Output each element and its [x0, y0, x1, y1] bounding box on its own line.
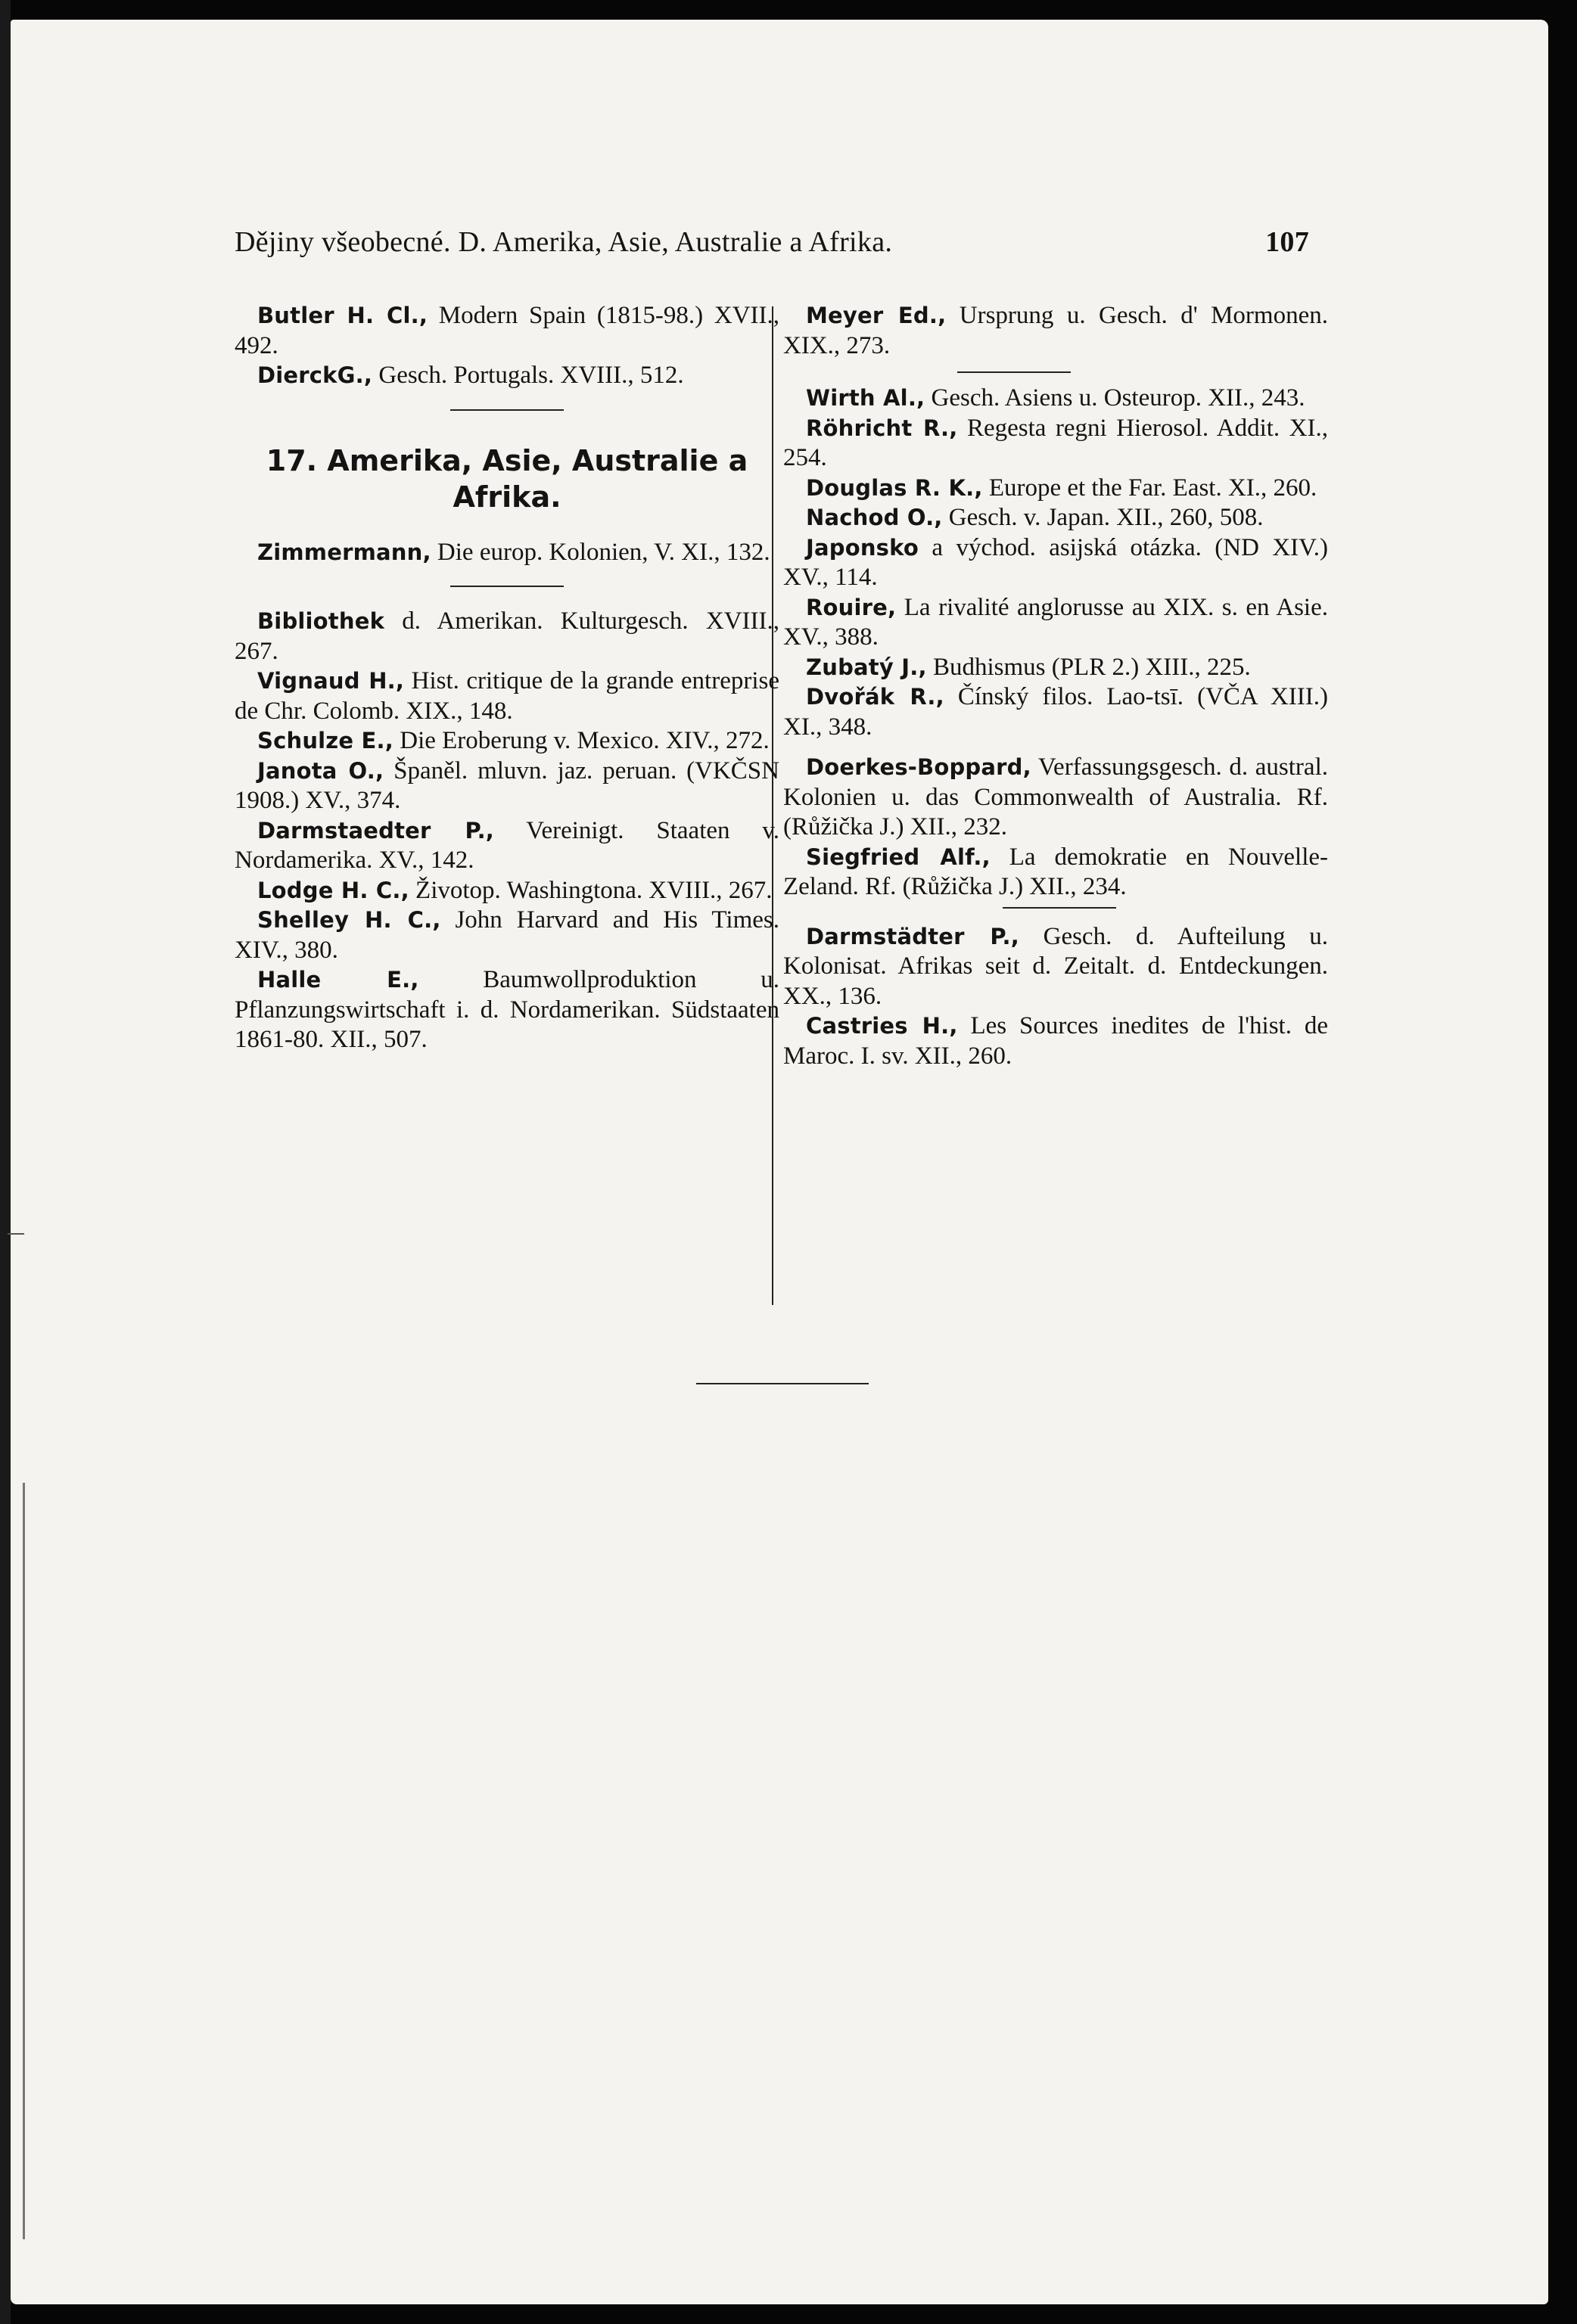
author-name: Rouire,	[806, 594, 897, 620]
page-number: 107	[1265, 226, 1309, 258]
right-column	[783, 301, 1328, 1071]
entry-text: Španěl. mluvn. jaz. peruan. (VKČSN 1908.) XV., 374.	[235, 757, 779, 814]
section-heading: 17. Amerika, Asie, Australie a Afrika.	[266, 443, 748, 514]
author-name: Halle E.,	[257, 967, 419, 993]
author-name: Butler H. Cl.,	[257, 303, 428, 328]
entry-text: Die europ. Kolonien, V. XI., 132.	[431, 538, 770, 566]
entry-text: Europe et the Far. East. XI., 260.	[982, 474, 1317, 502]
bibliography-entry	[235, 876, 779, 906]
right-group-asia	[783, 384, 1328, 742]
author-name: Schulze E.,	[257, 728, 393, 753]
bibliography-entry	[235, 538, 779, 568]
entry-text: Modern Spain (1815-98.) XVII., 492.	[235, 302, 780, 359]
bibliography-entry	[235, 607, 779, 666]
entry-text: John Harvard and His Times. XIV., 380.	[235, 906, 779, 964]
america-entries	[235, 607, 779, 1055]
author-name: Zubatý J.,	[806, 654, 927, 680]
bibliography-entry	[783, 533, 1328, 593]
entry-text: d. Amerikan. Kulturgesch. XVIII., 267.	[235, 607, 779, 665]
author-name: Bibliothek	[257, 608, 385, 634]
section-entries	[235, 538, 779, 568]
entry-text: Ursprung u. Gesch. d' Mormonen. XIX., 273.	[783, 302, 1328, 359]
entry-text: La rivalité anglorusse au XIX. s. en Asie. XV., 388.	[783, 593, 1328, 651]
author-name: Röhricht R.,	[806, 415, 958, 441]
asia-rule	[957, 371, 1071, 373]
bibliography-entry	[235, 757, 779, 816]
entry-text: Budhismus (PLR 2.) XIII., 225.	[926, 653, 1251, 681]
author-name: Shelley H. C.,	[257, 907, 441, 933]
bibliography-entry	[783, 682, 1328, 742]
author-name: Doerkes-Boppard,	[806, 754, 1031, 780]
closing-rule	[696, 1383, 869, 1384]
entry-text: Die Eroberung v. Mexico. XIV., 272.	[393, 727, 770, 754]
right-group-australia	[783, 753, 1328, 903]
entry-text: Baumwollproduktion u. Pflanzungswirtschaft i. d. Nordamerikan. Südstaaten 1861-80. XII., 507.	[235, 966, 779, 1053]
running-header	[235, 225, 1309, 271]
entry-text: Čínský filos. Lao-tsī. (VČA XIII.) XI., 348.	[783, 683, 1328, 741]
entry-text: Les Sources inedites de l'hist. de Maroc. I. sv. XII., 260.	[783, 1012, 1329, 1070]
bibliography-entry	[235, 965, 779, 1055]
left-column	[235, 301, 779, 1055]
entry-text: Životop. Washingtona. XVIII., 267.	[409, 876, 773, 904]
bibliography-entry	[783, 1011, 1328, 1071]
bibliography-entry	[783, 474, 1328, 504]
bibliography-entry	[783, 414, 1328, 474]
author-name: Nachod O.,	[806, 505, 943, 530]
author-name: Japonsko	[806, 534, 919, 561]
entry-text: Gesch. v. Japan. XII., 260, 508.	[942, 504, 1264, 531]
right-group-africa	[783, 922, 1328, 1072]
left-top-entries	[235, 301, 779, 391]
bibliography-entry	[783, 653, 1328, 683]
bibliography-entry	[235, 816, 779, 876]
entry-text: Hist. critique de la grande entreprise de Chr. Colomb. XIX., 148.	[235, 667, 779, 725]
author-name: Castries H.,	[806, 1013, 958, 1039]
bibliography-entry	[235, 361, 779, 391]
bibliography-entry	[783, 301, 1328, 361]
entry-text: Verfassungsgesch. d. austral. Kolonien u. das Commonwealth of Australia. Rf. (Růžička J.) XII., 232.	[783, 753, 1328, 840]
bibliography-entry	[783, 922, 1328, 1012]
author-name: Dvořák R.,	[806, 684, 944, 710]
america-rule	[450, 586, 564, 587]
africa-rule	[1003, 907, 1116, 909]
scan-left-edge	[0, 0, 11, 2324]
author-name: Zimmermann,	[257, 539, 431, 565]
section-rule	[450, 409, 564, 411]
bibliography-entry	[783, 843, 1328, 903]
bibliography-entry	[783, 503, 1328, 533]
margin-line	[23, 1483, 25, 2239]
author-name: Janota O.,	[257, 757, 384, 784]
right-group-mormons	[783, 301, 1328, 361]
bibliography-entry	[235, 906, 779, 965]
author-name: Vignaud H.,	[257, 668, 405, 694]
author-name: Darmstaedter P.,	[257, 817, 495, 844]
bibliography-entry	[783, 384, 1328, 414]
bibliography-entry	[235, 301, 779, 361]
entry-text: Gesch. Asiens u. Osteurop. XII., 243.	[925, 384, 1305, 412]
author-name: Meyer Ed.,	[806, 303, 947, 328]
entry-text: Gesch. d. Aufteilung u. Kolonisat. Afrikas seit d. Zeitalt. d. Entdeckungen. XX., 136.	[783, 922, 1328, 1010]
margin-tick	[8, 1233, 24, 1235]
entry-text: a východ. asijská otázka. (ND XIV.) XV., 114.	[783, 533, 1328, 591]
author-name: Douglas R. K.,	[806, 474, 983, 501]
author-name: Siegfried Alf.,	[806, 844, 991, 870]
entry-text: La demokratie en Nouvelle-Zeland. Rf. (Růžička J.) XII., 234.	[783, 843, 1329, 900]
bibliography-entry	[235, 726, 779, 757]
entry-text: Gesch. Portugals. XVIII., 512.	[372, 362, 684, 389]
author-name: DierckG.,	[257, 362, 373, 388]
author-name: Darmstädter P.,	[806, 923, 1019, 949]
bibliography-entry	[235, 666, 779, 726]
bibliography-entry	[783, 753, 1328, 843]
entry-text: Regesta regni Hierosol. Addit. XI., 254.	[783, 414, 1328, 471]
author-name: Lodge H. C.,	[257, 877, 409, 903]
author-name: Wirth Al.,	[806, 385, 925, 411]
bibliography-entry	[783, 593, 1328, 653]
entry-text: Vereinigt. Staaten v. Nordamerika. XV., 142.	[235, 816, 780, 874]
running-title: Dějiny všeobecné. D. Amerika, Asie, Australie a Afrika.	[235, 226, 893, 258]
